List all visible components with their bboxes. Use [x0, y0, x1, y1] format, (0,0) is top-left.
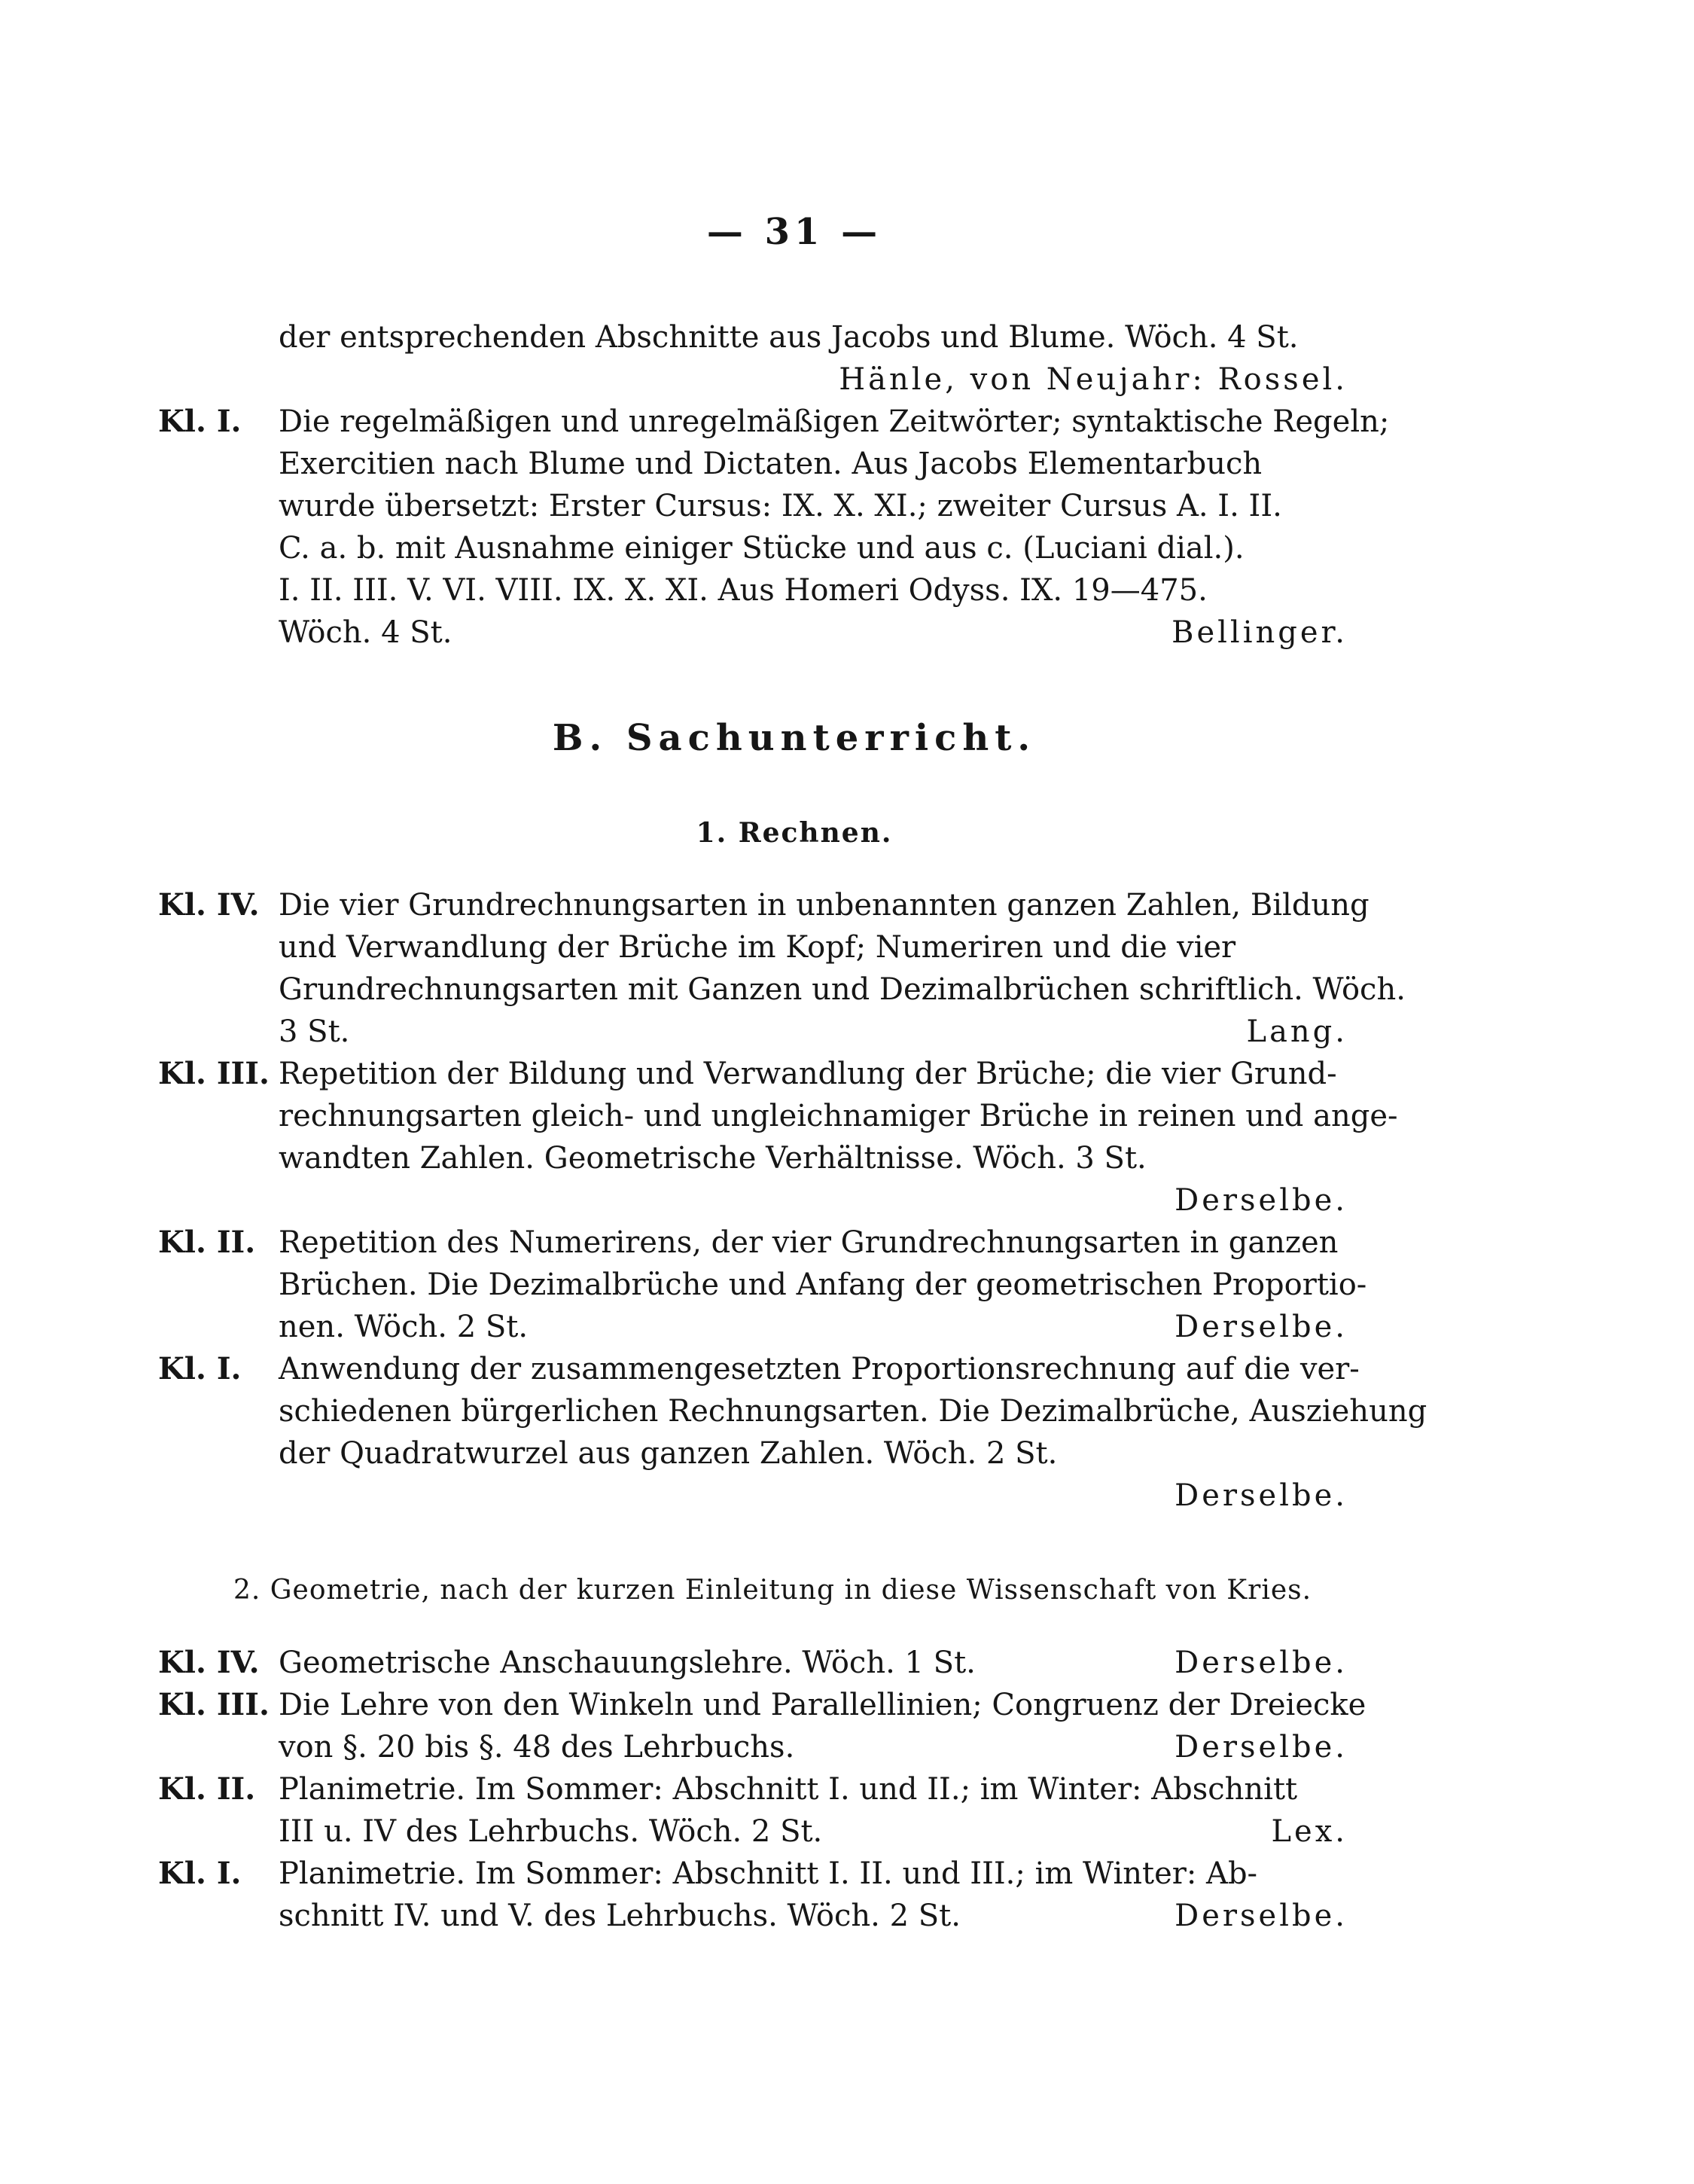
entry-line: Wöch. 4 St. — [279, 615, 452, 650]
entry-line: wandten Zahlen. Geometrische Verhältnisse. Wöch. 3 St. — [279, 1141, 1147, 1176]
entry-label: Kl. I. — [158, 1351, 242, 1386]
entry-body — [279, 1348, 1430, 1517]
entry-rechnen-kl-2 — [158, 1222, 1430, 1348]
entry-line: Repetition der Bildung und Verwandlung der Brüche; die vier Grund- — [279, 1057, 1337, 1091]
entry-line: Anwendung der zusammengesetzten Proportionsrechnung auf die ver- — [279, 1352, 1360, 1386]
intro-teacher: Hänle, von Neujahr: Rossel. — [839, 362, 1348, 397]
entry-line: Exercitien nach Blume und Dictaten. Aus Jacobs Elementarbuch — [279, 447, 1263, 481]
entry-rechnen-kl-1 — [158, 1348, 1430, 1517]
text-column — [158, 211, 1430, 1937]
entry-body — [279, 1642, 1430, 1684]
entry-body — [279, 1053, 1430, 1222]
entry-teacher: Derselbe. — [1175, 1730, 1348, 1765]
entry-line-with-teacher — [279, 1726, 1430, 1768]
entry-line: Planimetrie. Im Sommer: Abschnitt I. II. und III.; im Winter: Ab- — [279, 1856, 1258, 1891]
entry-line: nen. Wöch. 2 St. — [279, 1310, 529, 1344]
entry-line: schnitt IV. und V. des Lehrbuchs. Wöch. 2 St. — [279, 1899, 961, 1933]
entry-teacher: Derselbe. — [1175, 1478, 1348, 1513]
entry-line: Geometrische Anschauungslehre. Wöch. 1 St. — [279, 1646, 976, 1680]
entry-body — [279, 1768, 1430, 1853]
entry-line: Die vier Grundrechnungsarten in unbenannten ganzen Zahlen, Bildung — [279, 888, 1370, 923]
entry-line: Die regelmäßigen und unregelmäßigen Zeitwörter; syntaktische Regeln; — [279, 404, 1390, 439]
page-number: — 31 — — [706, 211, 882, 253]
entry-geometrie-kl-1 — [158, 1853, 1430, 1937]
entry-line-with-teacher — [279, 1306, 1430, 1348]
entry-teacher: Bellinger. — [1171, 615, 1348, 650]
entry-line: 3 St. — [279, 1014, 350, 1049]
entry-teacher: Lex. — [1271, 1814, 1348, 1849]
entry-label: Kl. I. — [158, 404, 242, 439]
entry-line: Grundrechnungsarten mit Ganzen und Dezimalbrüchen schriftlich. Wöch. — [279, 972, 1406, 1007]
intro-line: der entsprechenden Abschnitte aus Jacobs und Blume. Wöch. 4 St. — [279, 320, 1299, 355]
entry-teacher: Derselbe. — [1175, 1310, 1348, 1344]
entry-line: von §. 20 bis §. 48 des Lehrbuchs. — [279, 1730, 795, 1765]
entry-line: der Quadratwurzel aus ganzen Zahlen. Wöch. 2 St. — [279, 1436, 1058, 1471]
entry-label: Kl. I. — [158, 1856, 242, 1891]
subsection-heading-rechnen: 1. Rechnen. — [696, 817, 893, 849]
entry-line: III u. IV des Lehrbuchs. Wöch. 2 St. — [279, 1814, 823, 1849]
entry-line-with-teacher — [279, 612, 1430, 654]
entry-geometrie-kl-2 — [158, 1768, 1430, 1853]
entry-line: und Verwandlung der Brüche im Kopf; Numeriren und die vier — [279, 930, 1236, 965]
entry-label: Kl. II. — [158, 1225, 256, 1260]
entry-body — [279, 1222, 1430, 1348]
entry-geometrie-kl-3 — [158, 1684, 1430, 1768]
entry-teacher: Lang. — [1246, 1014, 1348, 1049]
entry-line: Planimetrie. Im Sommer: Abschnitt I. und II.; im Winter: Abschnitt — [279, 1772, 1298, 1807]
entry-line: C. a. b. mit Ausnahme einiger Stücke und aus c. (Luciani dial.). — [279, 531, 1245, 566]
entry-body — [279, 1853, 1430, 1937]
entry-label: Kl. II. — [158, 1771, 256, 1807]
entry-teacher: Derselbe. — [1175, 1183, 1348, 1218]
entry-line: Die Lehre von den Winkeln und Parallellinien; Congruenz der Dreiecke — [279, 1688, 1366, 1722]
entry-teacher: Derselbe. — [1175, 1646, 1348, 1680]
entry-line: rechnungsarten gleich- und ungleichnamiger Brüche in reinen und ange- — [279, 1099, 1398, 1133]
entry-label: Kl. III. — [158, 1056, 270, 1091]
entry-label: Kl. III. — [158, 1687, 270, 1722]
entry-line: schiedenen bürgerlichen Rechnungsarten. Die Dezimalbrüche, Ausziehung — [279, 1394, 1427, 1429]
entry-line-with-teacher — [279, 1011, 1430, 1053]
entry-geometrie-kl-4 — [158, 1642, 1430, 1684]
entry-teacher: Derselbe. — [1175, 1899, 1348, 1933]
entry-line: Repetition des Numerirens, der vier Grundrechnungsarten in ganzen — [279, 1225, 1339, 1260]
entry-line-with-teacher — [279, 1895, 1430, 1937]
entry-line: wurde übersetzt: Erster Cursus: IX. X. XI.; zweiter Cursus A. I. II. — [279, 489, 1282, 523]
section-heading-sachunterricht: B. Sachunterricht. — [552, 717, 1037, 759]
entry-label: Kl. IV. — [158, 887, 260, 923]
entry-rechnen-kl-3 — [158, 1053, 1430, 1222]
subsection-heading-geometrie: 2. Geometrie, nach der kurzen Einleitung in diese Wissenschaft von Kries. — [233, 1575, 1312, 1606]
entry-greek-kl-1 — [158, 401, 1430, 654]
entry-rechnen-kl-4 — [158, 884, 1430, 1053]
entry-line: Brüchen. Die Dezimalbrüche und Anfang der geometrischen Proportio- — [279, 1267, 1367, 1302]
entry-line: I. II. III. V. VI. VIII. IX. X. XI. Aus Homeri Odyss. IX. 19—475. — [279, 573, 1208, 608]
entry-line-with-teacher — [279, 1810, 1430, 1853]
entry-body — [279, 401, 1430, 654]
entry-label: Kl. IV. — [158, 1645, 260, 1680]
entry-body — [279, 884, 1430, 1053]
entry-body — [279, 1684, 1430, 1768]
